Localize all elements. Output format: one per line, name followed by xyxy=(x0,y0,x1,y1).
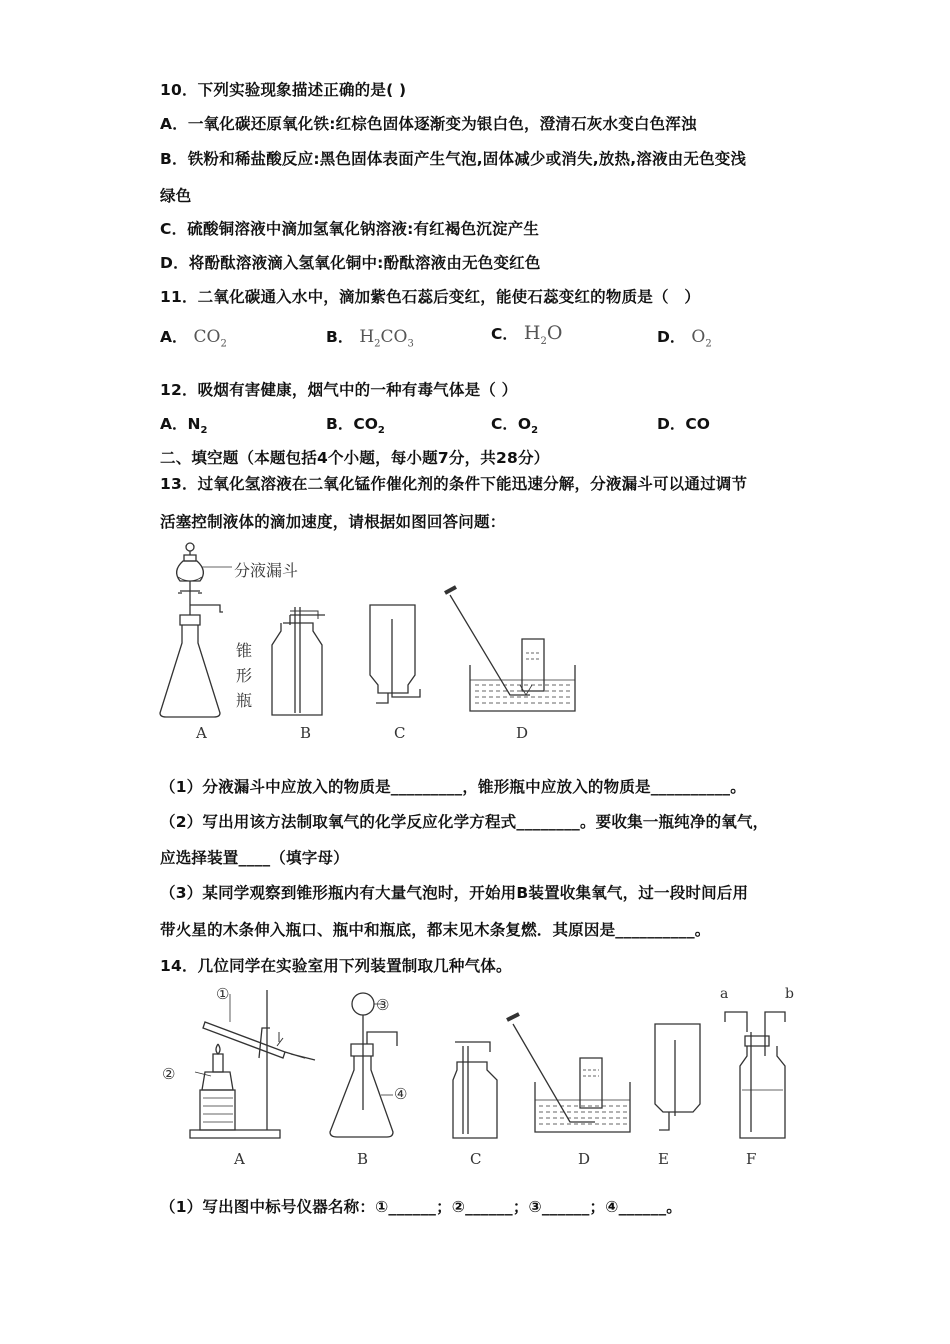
q13-apparatus-figure xyxy=(150,535,590,750)
q10-option-c: C．硫酸铜溶液中滴加氢氧化钠溶液:有红褐色沉淀产生 xyxy=(160,220,540,238)
apparatus-c xyxy=(453,1042,497,1138)
apparatus-a xyxy=(190,990,315,1138)
fig1-letter-d: D xyxy=(516,724,529,742)
q11-option-d: D． $O_2$ xyxy=(657,327,712,350)
q13-part2-line2: 应选择装置____（填字母） xyxy=(160,849,349,867)
q13-part1: （1）分液漏斗中应放入的物质是_________，锥形瓶中应放入的物质是__________。 xyxy=(160,778,746,796)
fig1-letter-a: A xyxy=(196,724,207,742)
apparatus-e xyxy=(655,1024,700,1130)
q13-stem-line1: 13．过氧化氢溶液在二氧化锰作催化剂的条件下能迅速分解，分液漏斗可以通过调节 xyxy=(160,475,748,493)
section-heading: 二、填空题（本题包括4个小题，每小题7分，共28分） xyxy=(160,449,550,467)
apparatus-b xyxy=(330,993,397,1137)
apparatus-d xyxy=(445,587,575,711)
fig2-letter-b: B xyxy=(357,1150,369,1168)
apparatus-f xyxy=(725,1012,785,1138)
mark-1: ① xyxy=(216,985,230,1003)
apparatus-a xyxy=(160,543,232,717)
q12-stem: 12．吸烟有害健康，烟气中的一种有毒气体是（ ） xyxy=(160,381,518,399)
label-flask-3: 瓶 xyxy=(236,691,253,710)
label-funnel: 分液漏斗 xyxy=(234,561,299,580)
q11-stem: 11．二氧化碳通入水中，滴加紫色石蕊后变红，能使石蕊变红的物质是（ ） xyxy=(160,288,701,306)
q10-option-a: A．一氧化碳还原氧化铁:红棕色固体逐渐变为银白色，澄清石灰水变白色浑浊 xyxy=(160,115,697,133)
fig2-letter-e: E xyxy=(658,1150,669,1168)
q10-option-b-line2: 绿色 xyxy=(160,187,192,205)
fig1-letter-c: C xyxy=(394,724,406,742)
port-b-label: b xyxy=(785,986,794,1002)
q10-option-d: D．将酚酞溶液滴入氢氧化铜中:酚酞溶液由无色变红色 xyxy=(160,254,541,272)
mark-3: ③ xyxy=(376,996,390,1014)
mark-4: ④ xyxy=(394,1085,408,1103)
q14-stem: 14．几位同学在实验室用下列装置制取几种气体。 xyxy=(160,957,512,975)
fig2-letter-d: D xyxy=(578,1150,591,1168)
q10-option-b-line1: B．铁粉和稀盐酸反应:黑色固体表面产生气泡,固体减少或消失,放热,溶液由无色变浅 xyxy=(160,150,747,168)
q13-part2-line1: （2）写出用该方法制取氧气的化学反应化学方程式________。要收集一瓶纯净的氧气， xyxy=(160,813,769,831)
q11-option-c: C． $H_2O$ xyxy=(491,322,563,347)
q11-option-a: A． $CO_2$ xyxy=(160,327,227,350)
q12-option-c: C．$O_2$ xyxy=(491,415,539,437)
apparatus-b xyxy=(272,607,325,715)
q10-stem: 10．下列实验现象描述正确的是( ) xyxy=(160,81,407,99)
fig1-letter-b: B xyxy=(300,724,312,742)
q13-stem-line2: 活塞控制液体的滴加速度，请根据如图回答问题： xyxy=(160,513,506,531)
q13-part3-line2: 带火星的木条伸入瓶口、瓶中和瓶底，都末见木条复燃．其原因是__________。 xyxy=(160,921,711,939)
mark-2: ② xyxy=(162,1065,176,1083)
fig2-letter-c: C xyxy=(470,1150,482,1168)
apparatus-d xyxy=(507,1014,630,1132)
port-a-label: a xyxy=(720,986,729,1002)
q12-option-b: B．$CO_2$ xyxy=(326,415,385,437)
apparatus-c xyxy=(370,605,420,703)
q13-part3-line1: （3）某同学观察到锥形瓶内有大量气泡时，开始用B装置收集氧气，过一段时间后用 xyxy=(160,884,749,902)
q14-part1: （1）写出图中标号仪器名称：①______；②______；③______；④______。 xyxy=(160,1198,682,1216)
q14-apparatus-figure xyxy=(155,980,815,1150)
q12-option-a: A．$N_2$ xyxy=(160,415,208,437)
fig2-letter-a: A xyxy=(234,1150,245,1168)
q12-option-d: D．CO xyxy=(657,415,710,433)
q11-option-b: B． $H_2CO_3$ xyxy=(326,327,414,350)
label-flask-2: 形 xyxy=(236,666,253,685)
label-flask-1: 锥 xyxy=(236,641,253,660)
fig2-letter-f: F xyxy=(746,1150,757,1168)
